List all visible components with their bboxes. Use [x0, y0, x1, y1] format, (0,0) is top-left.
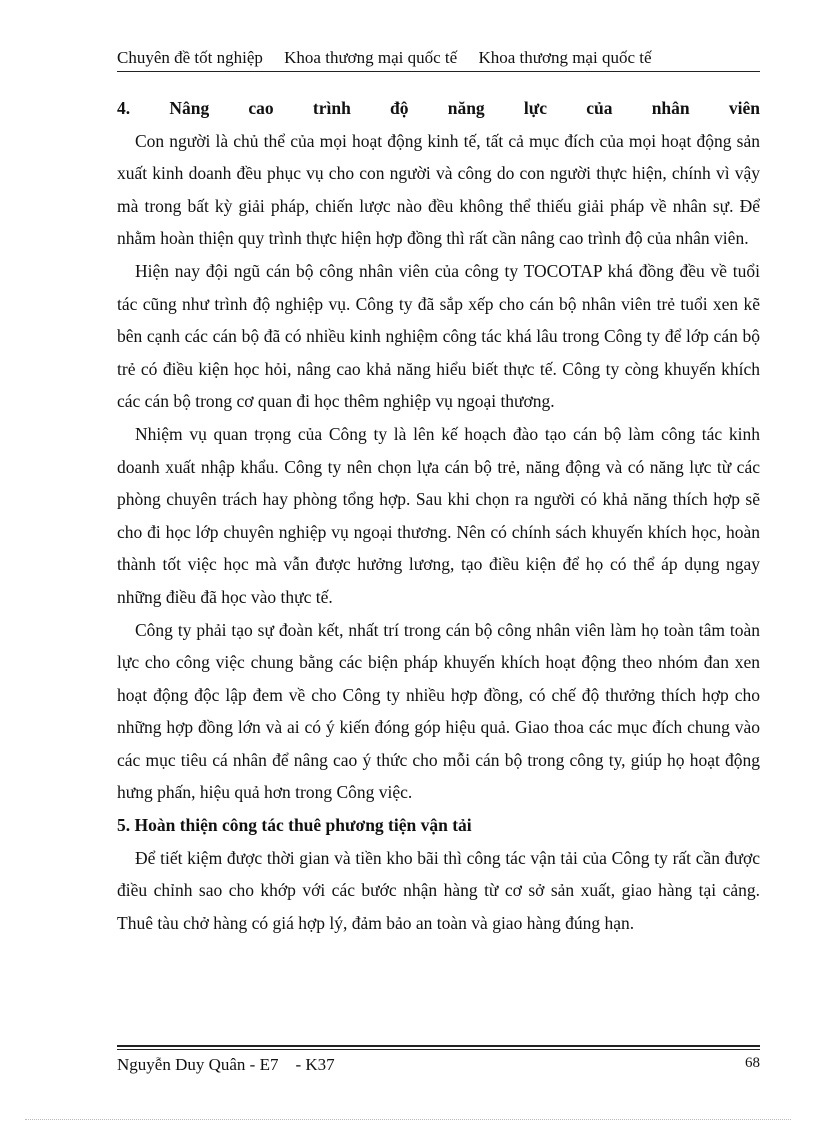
- heading-word: nhân: [651, 98, 690, 118]
- heading-word: cao: [248, 98, 274, 118]
- paragraph: Công ty phải tạo sự đoàn kết, nhất trí trong cán bộ công nhân viên làm họ toàn tâm toàn lực cho công việc chung bằng các biện pháp khuyến khích hoạt động theo nhóm đan xen hoạt động độc lập đem về cho Công ty nhiều hợp đồng, có chế độ thưởng thích hợp cho những hợp đồng lớn và ai có ý kiến đóng góp hiệu quả. Giao thoa các mục đích chung vào các mục tiêu cá nhân để nâng cao ý thức cho mỗi cán bộ trong công ty, giúp họ hoạt động hưng phấn, hiệu quả hơn trong Công việc.: [117, 619, 760, 803]
- heading-word: Nâng: [169, 98, 210, 118]
- footer-rule-thin: [117, 1049, 760, 1050]
- section-5-heading: 5. Hoàn thiện công tác thuê phương tiện vận tải: [117, 815, 472, 836]
- page-edge: [25, 1119, 791, 1120]
- heading-word: lực: [523, 98, 548, 118]
- heading-word: của: [586, 98, 613, 118]
- page-header: Chuyên đề tốt nghiệp Khoa thương mại quốc tế Khoa thương mại quốc tế: [117, 48, 760, 72]
- section-4-heading: [117, 92, 760, 125]
- footer-author: Nguyễn Duy Quân - E7 - K37: [117, 1055, 335, 1074]
- heading-word: độ: [390, 98, 409, 118]
- footer-rule: [117, 1045, 760, 1047]
- heading-word: năng: [447, 98, 485, 118]
- paragraph: Nhiệm vụ quan trọng của Công ty là lên kế hoạch đào tạo cán bộ làm công tác kinh doanh xuất nhập khẩu. Công ty nên chọn lựa cán bộ trẻ, năng động và có năng lực từ các phòng chuyên trách hay phòng tổng hợp. Sau khi chọn ra người có khả năng thích hợp sẽ cho đi học lớp chuyên nghiệp vụ ngoại thương. Nên có chính sách khuyến khích học, hoàn thành tốt việc học mà vẫn được hưởng lương, tạo điều kiện để họ có thể áp dụng ngay những điều đã học vào thực tế.: [117, 423, 760, 607]
- heading-word: viên: [728, 98, 760, 118]
- paragraph: Hiện nay đội ngũ cán bộ công nhân viên của công ty TOCOTAP khá đồng đều về tuổi tác cũng như trình độ nghiệp vụ. Công ty đã sắp xếp cho cán bộ nhân viên trẻ tuổi xen kẽ bên cạnh các cán bộ đã có nhiều kinh nghiệm công tác khá lâu trong Công ty để lớp cán bộ trẻ có điều kiện học hỏi, nâng cao khả năng hiểu biết thực tế. Công ty còng khuyến khích các cán bộ trong cơ quan đi học thêm nghiệp vụ ngoại thương.: [117, 260, 760, 412]
- heading-word: trình: [312, 98, 351, 118]
- page-number: 68: [745, 1055, 760, 1071]
- document-body: [117, 92, 760, 939]
- heading-word: 4.: [117, 98, 131, 118]
- paragraph: Để tiết kiệm được thời gian và tiền kho bãi thì công tác vận tải của Công ty rất cần được điều chỉnh sao cho khớp với các bước nhận hàng từ cơ sở sản xuất, giao hàng tại cảng. Thuê tàu chở hàng có giá hợp lý, đảm bảo an toàn và giao hàng đúng hạn.: [117, 847, 760, 933]
- paragraph: Con người là chủ thể của mọi hoạt động kinh tế, tất cả mục đích của mọi hoạt động sản xuất kinh doanh đều phục vụ cho con người và công do con người thực hiện, chính vì vậy mà trong bất kỳ giải pháp, chiến lược nào đều không thể thiếu giải pháp về nhân sự. Để nhằm hoàn thiện quy trình thực hiện hợp đồng thì rất cần nâng cao trình độ của nhân viên.: [117, 130, 760, 249]
